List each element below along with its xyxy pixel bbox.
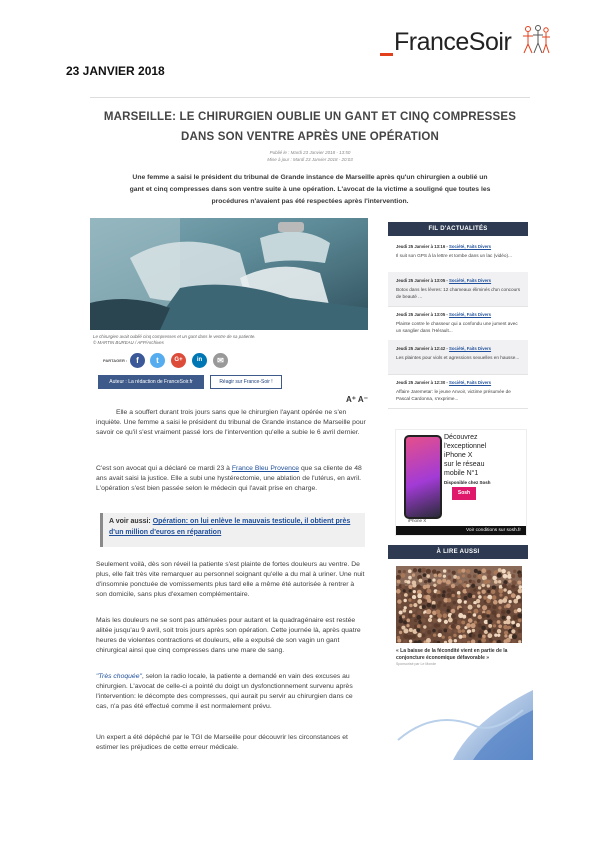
paragraph-5 [96, 672, 366, 712]
news-item[interactable] [388, 306, 528, 341]
news-item[interactable] [388, 374, 528, 409]
react-button[interactable]: Réagir sur France-Soir ! [210, 375, 282, 389]
francesoir-logo[interactable] [380, 28, 555, 60]
ad-line-4: sur le réseau [444, 461, 485, 468]
news-item[interactable] [388, 272, 528, 307]
see-also-link[interactable]: Opération: on lui enlève le mauvais testicule, il obtient près d'un million d'euros en réparation [109, 518, 351, 536]
news-category-link[interactable]: Société, Faits Divers [449, 380, 492, 385]
ad-line-6: Disponible chez Sosh [444, 480, 491, 485]
linkedin-icon[interactable]: in [192, 353, 207, 368]
iphone-image [404, 435, 442, 519]
decorative-wave-image [393, 680, 533, 760]
news-feed-header: FIL D'ACTUALITÉS [388, 222, 528, 236]
ad-phone-label: iPhone X [408, 518, 427, 523]
article-lead: Une femme a saisi le président du tribunal de Grande instance de Marseille après qu'un chirurgien a oublié un gant et cinq compresses dans son ventre suite à une opération. L'avocat de la victime a souligné que toutes les procédures n'avaient pas été respectées après l'intervention. [129, 174, 491, 205]
document-date: 23 JANVIER 2018 [66, 64, 165, 78]
photo-credit: © MARTIN BUREAU / AFP/Archives [93, 340, 164, 345]
news-headline[interactable]: Il suit son GPS à la lettre et tombe dans un lac (vidéo)... [396, 253, 512, 258]
article-title: MARSEILLE: LE CHIRURGIEN OUBLIE UN GANT ET CINQ COMPRESSES DANS SON VENTRE APRÈS UNE OPÉRATION [103, 111, 517, 143]
paragraph-2-text-b: que sa cliente de 48 ans avait saisi la justice. Elle a subi une hystérectomie, une ablation de l'utérus, en avril. L'opération s'est bien passée selon le médecin qui l'avait prise en charge. [96, 465, 362, 492]
published-date: Publié le : Mardi 23 Janvier 2018 - 13:50 [269, 150, 351, 155]
news-category-link[interactable]: Société, Faits Divers [449, 278, 492, 283]
paragraph-5-quote: "Très choquée" [96, 673, 142, 680]
paragraph-2 [96, 464, 366, 494]
ad-line-3: iPhone X [444, 452, 473, 459]
news-meta [396, 278, 491, 283]
news-item[interactable] [388, 340, 528, 375]
logo-figures-icon [522, 24, 550, 56]
news-date: Jeudi 25 Janvier à 13:05 - [396, 312, 450, 317]
ad-line-2: l'exceptionnel [444, 443, 487, 450]
paragraph-2-text-a: C'est son avocat qui a déclaré ce mardi 23 à [96, 465, 232, 472]
google-plus-icon[interactable]: G+ [171, 353, 186, 368]
also-read-header: À LIRE AUSSI [388, 545, 528, 559]
email-icon[interactable]: ✉ [213, 353, 228, 368]
ad-footer [396, 526, 526, 535]
paragraph-6: Un expert a été dépêché par le TGI de Marseille pour découvrir les circonstances et estimer les préjudices de cette erreur médicale. [96, 734, 348, 751]
logo-accent-bar [380, 53, 393, 56]
news-meta [396, 312, 491, 317]
news-item[interactable] [388, 238, 528, 273]
news-meta [396, 244, 491, 249]
news-meta [396, 380, 491, 385]
facebook-icon[interactable]: f [130, 353, 145, 368]
paragraph-4: Mais les douleurs ne se sont pas atténuées pour autant et la quadragénaire est restée alitée jusqu'au 9 avril, soit trois jours après son opération. Cette journée là, après quatre heures de violentes contractions et douleurs, elle a expulsé de son vagin un gant chirurgical ainsi que cinq compresses dans une mare de sang. [96, 617, 361, 654]
sponsor-label: Sponsorisé par Le Monde [396, 662, 437, 666]
also-read-caption[interactable]: « La baisse de la fécondité vient en partie de la conjoncture économique défavorable » [396, 648, 508, 661]
news-date: Jeudi 25 Janvier à 13:05 - [396, 278, 450, 283]
photo-caption: Le chirurgien avait oublié cinq compresses et un gant dans le ventre de sa patiente. [93, 334, 256, 339]
sosh-logo: Sosh [452, 487, 476, 500]
see-also-box [100, 513, 365, 547]
news-date: Jeudi 25 Janvier à 13:16 - [396, 244, 450, 249]
ad-line-5: mobile N°1 [444, 470, 479, 477]
see-also-prefix: A voir aussi: [109, 518, 153, 525]
crowd-photo[interactable] [396, 566, 522, 643]
news-meta [396, 346, 491, 351]
see-also-text [109, 517, 361, 538]
france-bleu-link[interactable]: France Bleu Provence [231, 465, 300, 472]
ad-line-1: Découvrez [444, 434, 478, 441]
font-size-controls[interactable]: A⁺ A⁻ [346, 395, 368, 404]
share-label: PARTAGER : [103, 358, 128, 363]
divider [90, 97, 530, 98]
ad-conditions-link[interactable]: Voir conditions sur sosh.fr [466, 528, 521, 533]
author-button[interactable]: Auteur : La rédaction de FranceSoir.fr [98, 375, 204, 389]
article-photo [90, 218, 368, 330]
news-headline[interactable]: Les plaintes pour viols et agressions sexuelles en hausse... [396, 355, 520, 360]
brand-name: FranceSoir [394, 28, 512, 56]
news-headline[interactable]: Plainte contre le chasseur qui a confondu une jument avec un sanglier dans l'Hérault... [396, 321, 518, 333]
news-category-link[interactable]: Société, Faits Divers [449, 346, 492, 351]
paragraph-3: Seulement voilà, dès son réveil la patiente s'est plainte de fortes douleurs au ventre. De plus, elle fait très vite remarquer au personnel soignant qu'elle a du mal à uriner. Une nuit d'insomnie ponctuée de vomissements plus tard elle a même été autorisée à rentrer à son domicile, sans plus d'examen complémentaire. [96, 561, 365, 598]
updated-date: Mise à jour : Mardi 23 Janvier 2018 - 20:03 [267, 157, 353, 162]
news-date: Jeudi 25 Janvier à 12:42 - [396, 346, 450, 351]
paragraph-1: Elle a souffert durant trois jours sans que le chirurgien l'ayant opérée ne s'en inquiète. Une femme a saisi le président du tribunal de Grande instance de Marseille pour savoir ce qu'il s'est vraiment passé lors de l'intervention qu'elle a subie le 6 avril dernier. [96, 409, 366, 436]
twitter-icon[interactable]: t [150, 353, 165, 368]
news-date: Jeudi 25 Janvier à 12:30 - [396, 380, 450, 385]
news-headline[interactable]: Botox dans les lèvres: 12 chameaux éliminés d'un concours de beauté ... [396, 287, 521, 299]
news-category-link[interactable]: Société, Faits Divers [449, 312, 492, 317]
iphone-ad[interactable] [395, 429, 527, 536]
news-headline[interactable]: Affaire Jaremetar: le jeune Anvoir, victime présumée de Pascal Cardonna, s'exprime... [396, 389, 511, 401]
news-category-link[interactable]: Société, Faits Divers [449, 244, 492, 249]
paragraph-5-text: , selon la radio locale, la patiente a demandé en vain des excuses au chirurgien. L'avocat de celle-ci a pointé du doigt un dysfonctionnement survenu après l'intervention: le décompte des compresses, qui aurait pu servir au chirurgien dans ce cas, n'a pas été effectué comme il est normalement prévu. [96, 673, 353, 710]
